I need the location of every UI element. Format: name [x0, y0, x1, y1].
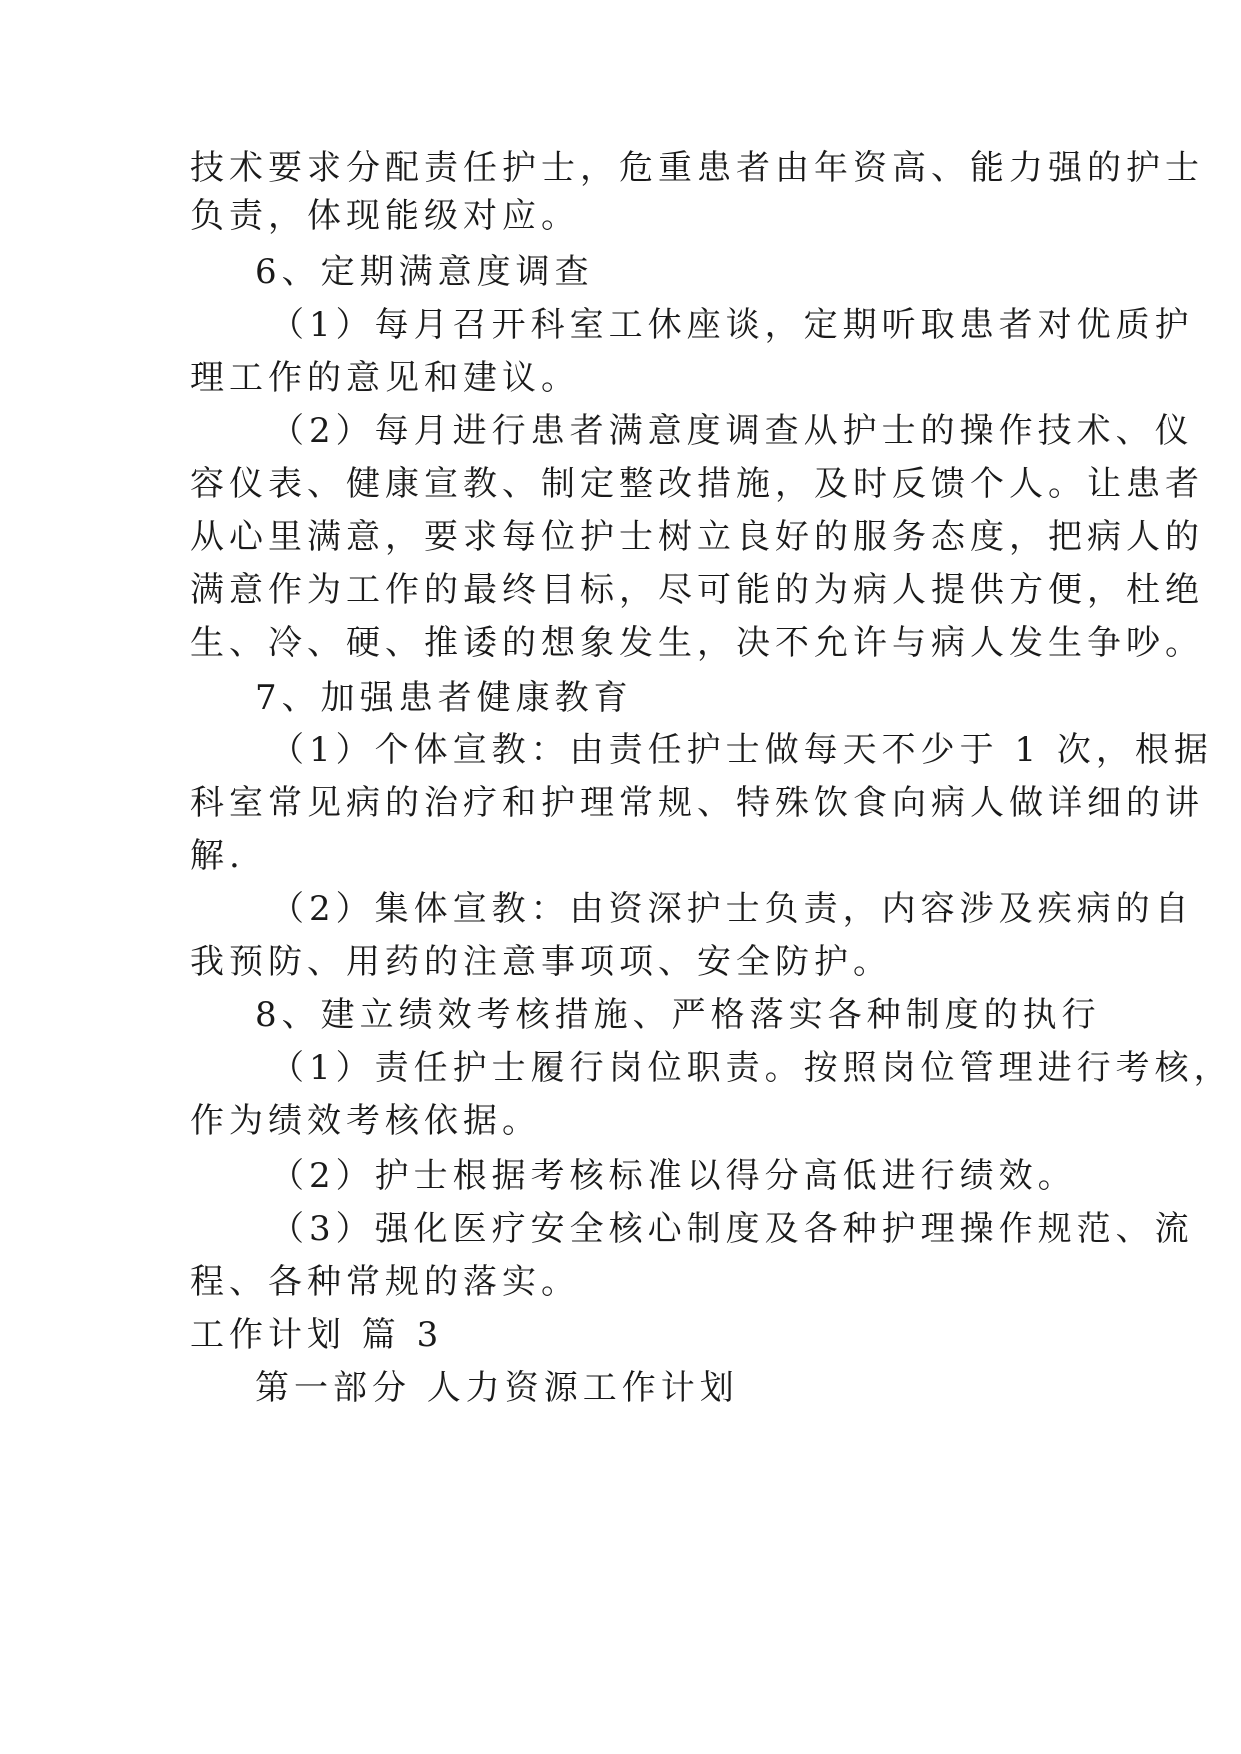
section-heading: 6、定期满意度调查: [255, 252, 594, 292]
paragraph-line: （2）每月进行患者满意度调查从护士的操作技术、仪: [270, 411, 1194, 451]
paragraph-line: 从心里满意，要求每位护士树立良好的服务态度，把病人的: [190, 517, 1204, 557]
part-heading: 第一部分 人力资源工作计划: [255, 1368, 739, 1408]
paragraph-line: （2）护士根据考核标准以得分高低进行绩效。: [270, 1156, 1077, 1196]
section-heading: 8、建立绩效考核措施、严格落实各种制度的执行: [255, 995, 1101, 1035]
paragraph-line: （3）强化医疗安全核心制度及各种护理操作规范、流: [270, 1209, 1194, 1249]
paragraph-line: 满意作为工作的最终目标，尽可能的为病人提供方便，杜绝: [190, 570, 1204, 610]
paragraph-line: 生、冷、硬、推诿的想象发生，决不允许与病人发生争吵。: [190, 623, 1204, 663]
paragraph-line: （1）个体宣教：由责任护士做每天不少于 1 次，根据: [270, 730, 1213, 770]
paragraph-line: 容仪表、健康宣教、制定整改措施，及时反馈个人。让患者: [190, 464, 1204, 504]
paragraph-line: 技术要求分配责任护士，危重患者由年资高、能力强的护士: [190, 148, 1204, 188]
section-heading: 7、加强患者健康教育: [255, 678, 633, 718]
paragraph-line: （1）责任护士履行岗位职责。按照岗位管理进行考核，: [270, 1048, 1233, 1088]
paragraph-line: 负责，体现能级对应。: [190, 196, 580, 236]
paragraph-line: 作为绩效考核依据。: [190, 1101, 541, 1141]
paragraph-line: （2）集体宣教：由资深护士负责，内容涉及疾病的自: [270, 889, 1194, 929]
paragraph-line: 程、各种常规的落实。: [190, 1262, 580, 1302]
article-title: 工作计划 篇 3: [190, 1315, 444, 1355]
paragraph-line: 科室常见病的治疗和护理常规、特殊饮食向病人做详细的讲: [190, 783, 1204, 823]
paragraph-line: 我预防、用药的注意事项项、安全防护。: [190, 942, 892, 982]
paragraph-line: 解.: [190, 836, 245, 876]
paragraph-line: （1）每月召开科室工休座谈，定期听取患者对优质护: [270, 305, 1194, 345]
paragraph-line: 理工作的意见和建议。: [190, 358, 580, 398]
